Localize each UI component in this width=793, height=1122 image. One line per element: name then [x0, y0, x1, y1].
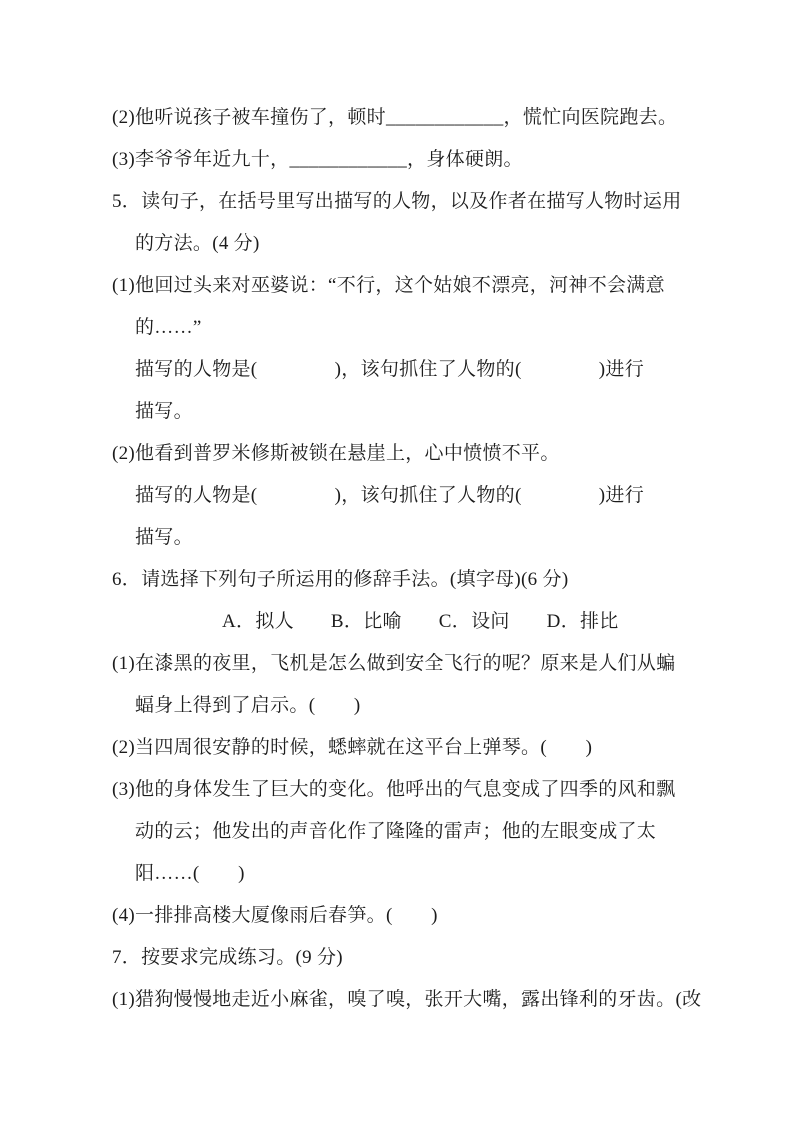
q5-item-2-answer: 描写的人物是( )，该句抓住了人物的( )进行 [135, 485, 645, 506]
q5-item-1-cont: 的……” [135, 317, 202, 338]
choice-option: D．排比 [546, 611, 619, 632]
q7-item-1: (1)猎狗慢慢地走近小麻雀，嗅了嗅，张开大嘴，露出锋利的牙齿。(改 [112, 989, 702, 1010]
q5-item-2-answer-cont: 描写。 [135, 527, 193, 548]
choice-option: C．设问 [438, 611, 510, 632]
q6-item-2: (2)当四周很安静的时候，蟋蟀就在这平台上弹琴。( ) [112, 737, 593, 758]
q5-stem: 5．读句子，在括号里写出描写的人物，以及作者在描写人物时运用 [112, 191, 682, 212]
worksheet-content [112, 97, 732, 1021]
q5-item-2: (2)他看到普罗米修斯被锁在悬崖上，心中愤愤不平。 [112, 443, 560, 464]
q5-item-1-answer-cont: 描写。 [135, 401, 193, 422]
choice-option: B．比喻 [330, 611, 402, 632]
choice-option: A．拟人 [222, 611, 294, 632]
q6-item-1: (1)在漆黑的夜里，飞机是怎么做到安全飞行的呢？原来是人们从蝙 [112, 653, 676, 674]
q6-item-3-cont: 动的云；他发出的声音化作了隆隆的雷声；他的左眼变成了太 [135, 821, 657, 842]
q4-item-2: (2)他听说孩子被车撞伤了，顿时____________，慌忙向医院跑去。 [112, 107, 678, 128]
q5-stem-cont: 的方法。(4 分) [135, 233, 260, 254]
q6-item-3-cont2: 阳……( ) [135, 863, 245, 884]
q6-item-1-cont: 蝠身上得到了启示。( ) [135, 695, 361, 716]
q6-stem: 6．请选择下列句子所运用的修辞手法。(填字母)(6 分) [112, 569, 569, 590]
q5-item-1-answer: 描写的人物是( )，该句抓住了人物的( )进行 [135, 359, 645, 380]
q5-item-1: (1)他回过头来对巫婆说：“不行，这个姑娘不漂亮，河神不会满意 [112, 275, 665, 296]
q6-item-4: (4)一排排高楼大厦像雨后春笋。( ) [112, 905, 438, 926]
q4-item-3: (3)李爷爷年近九十，____________，身体硬朗。 [112, 149, 523, 170]
q6-choices [112, 601, 732, 643]
q7-stem: 7．按要求完成练习。(9 分) [112, 947, 343, 968]
q6-item-3: (3)他的身体发生了巨大的变化。他呼出的气息变成了四季的风和飘 [112, 779, 676, 800]
